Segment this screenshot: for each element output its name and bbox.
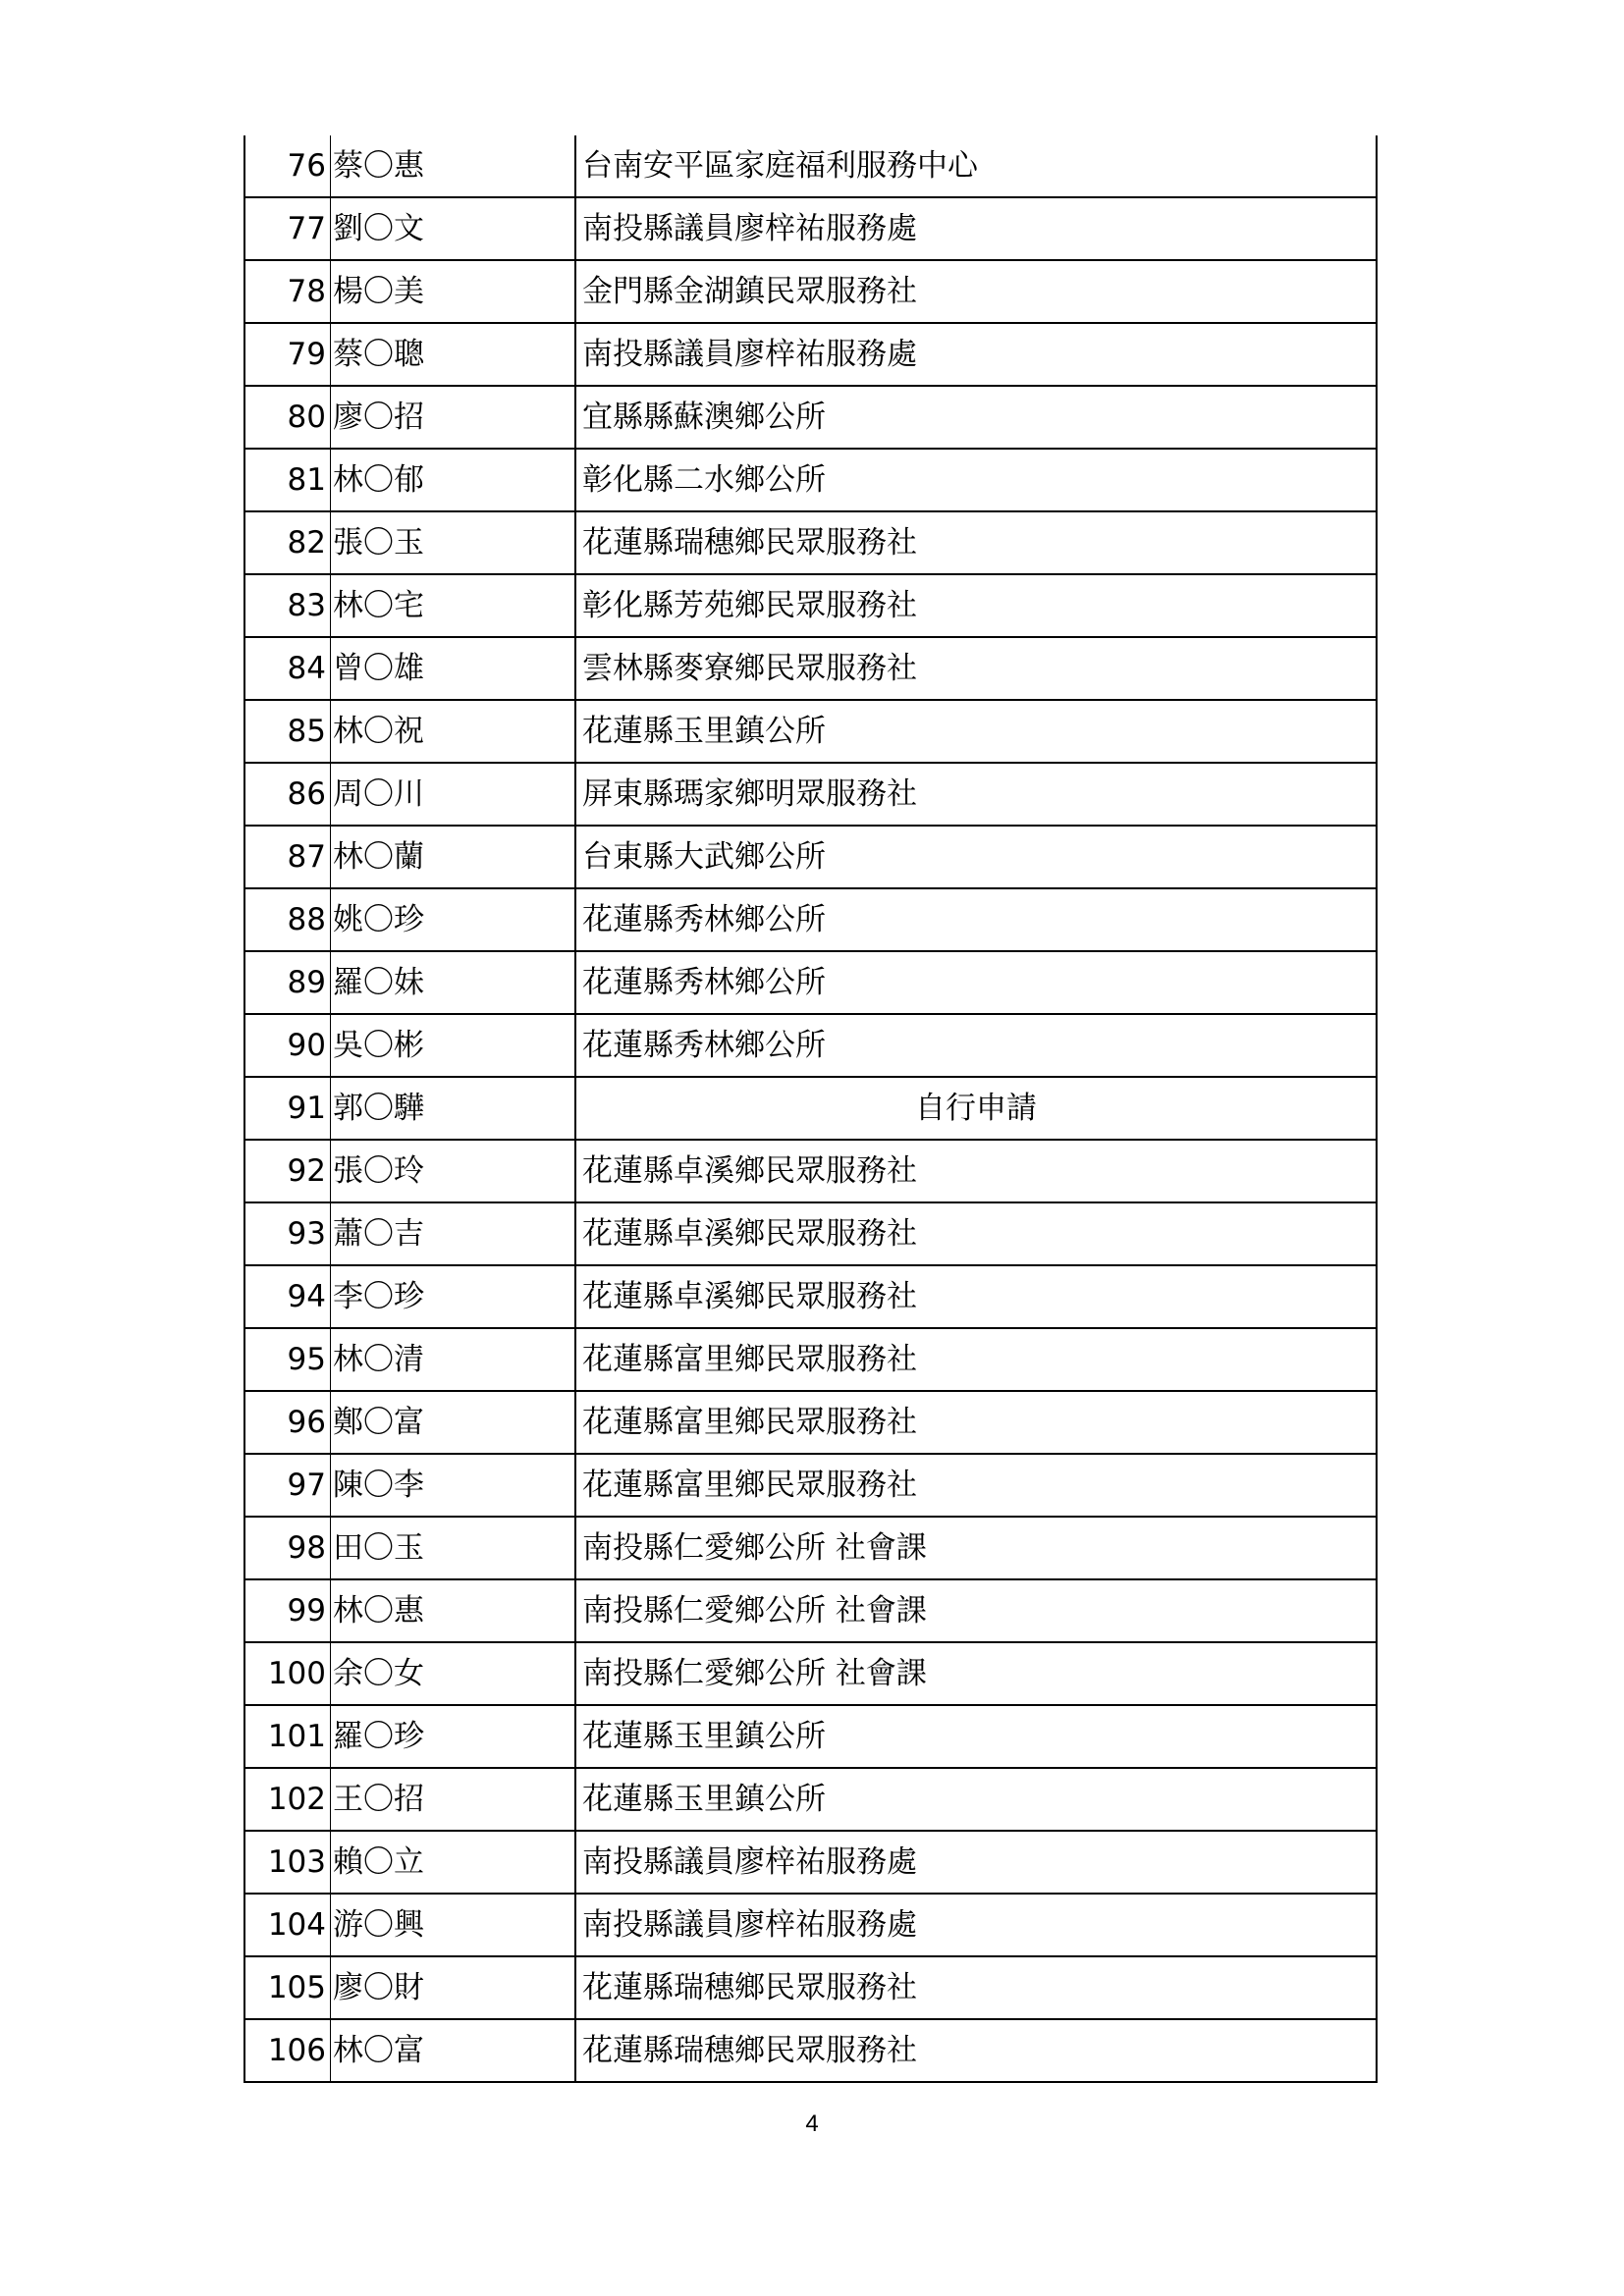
row-number: 99 bbox=[244, 1579, 331, 1642]
referring-organization: 花蓮縣玉里鎮公所 bbox=[575, 700, 1377, 763]
row-number: 100 bbox=[244, 1642, 331, 1705]
referring-organization: 花蓮縣秀林鄉公所 bbox=[575, 1014, 1377, 1077]
referring-organization: 花蓮縣富里鄉民眾服務社 bbox=[575, 1454, 1377, 1517]
person-name: 陳〇李 bbox=[331, 1454, 576, 1517]
referring-organization: 彰化縣二水鄉公所 bbox=[575, 449, 1377, 511]
referring-organization: 花蓮縣玉里鎮公所 bbox=[575, 1705, 1377, 1768]
row-number: 104 bbox=[244, 1894, 331, 1956]
table-row bbox=[244, 1768, 1377, 1831]
referring-organization: 南投縣議員廖梓祐服務處 bbox=[575, 197, 1377, 260]
person-name: 游〇興 bbox=[331, 1894, 576, 1956]
person-name: 林〇蘭 bbox=[331, 826, 576, 888]
table-row bbox=[244, 888, 1377, 951]
person-name: 羅〇妹 bbox=[331, 951, 576, 1014]
person-name: 余〇女 bbox=[331, 1642, 576, 1705]
row-number: 81 bbox=[244, 449, 331, 511]
referring-organization: 台南安平區家庭福利服務中心 bbox=[575, 135, 1377, 197]
referring-organization: 南投縣仁愛鄉公所 社會課 bbox=[575, 1642, 1377, 1705]
table-row bbox=[244, 2019, 1377, 2082]
row-number: 96 bbox=[244, 1391, 331, 1454]
table-row bbox=[244, 1077, 1377, 1140]
referring-organization: 宜縣縣蘇澳鄉公所 bbox=[575, 386, 1377, 449]
referring-organization: 南投縣仁愛鄉公所 社會課 bbox=[575, 1517, 1377, 1579]
row-number: 76 bbox=[244, 135, 331, 197]
person-name: 林〇清 bbox=[331, 1328, 576, 1391]
referring-organization: 花蓮縣玉里鎮公所 bbox=[575, 1768, 1377, 1831]
referring-organization: 屏東縣瑪家鄉明眾服務社 bbox=[575, 763, 1377, 826]
row-number: 87 bbox=[244, 826, 331, 888]
row-number: 92 bbox=[244, 1140, 331, 1202]
person-name: 廖〇財 bbox=[331, 1956, 576, 2019]
table-row bbox=[244, 1642, 1377, 1705]
table-row bbox=[244, 1705, 1377, 1768]
row-number: 90 bbox=[244, 1014, 331, 1077]
row-number: 106 bbox=[244, 2019, 331, 2082]
table-row bbox=[244, 826, 1377, 888]
referring-organization: 自行申請 bbox=[575, 1077, 1377, 1140]
table-row bbox=[244, 1265, 1377, 1328]
table-row bbox=[244, 197, 1377, 260]
person-name: 蕭〇吉 bbox=[331, 1202, 576, 1265]
row-number: 83 bbox=[244, 574, 331, 637]
table-row bbox=[244, 386, 1377, 449]
referring-organization: 南投縣仁愛鄉公所 社會課 bbox=[575, 1579, 1377, 1642]
table-row bbox=[244, 449, 1377, 511]
referring-organization: 雲林縣麥寮鄉民眾服務社 bbox=[575, 637, 1377, 700]
table-row bbox=[244, 574, 1377, 637]
table-row bbox=[244, 700, 1377, 763]
referring-organization: 花蓮縣瑞穗鄉民眾服務社 bbox=[575, 511, 1377, 574]
row-number: 79 bbox=[244, 323, 331, 386]
person-name: 林〇郁 bbox=[331, 449, 576, 511]
referring-organization: 南投縣議員廖梓祐服務處 bbox=[575, 1894, 1377, 1956]
person-name: 林〇宅 bbox=[331, 574, 576, 637]
row-number: 93 bbox=[244, 1202, 331, 1265]
person-name: 張〇玲 bbox=[331, 1140, 576, 1202]
referring-organization: 金門縣金湖鎮民眾服務社 bbox=[575, 260, 1377, 323]
row-number: 84 bbox=[244, 637, 331, 700]
referring-organization: 花蓮縣秀林鄉公所 bbox=[575, 951, 1377, 1014]
referring-organization: 花蓮縣秀林鄉公所 bbox=[575, 888, 1377, 951]
table-row bbox=[244, 1202, 1377, 1265]
table-row bbox=[244, 511, 1377, 574]
referring-organization: 花蓮縣卓溪鄉民眾服務社 bbox=[575, 1202, 1377, 1265]
person-name: 蔡〇惠 bbox=[331, 135, 576, 197]
person-name: 周〇川 bbox=[331, 763, 576, 826]
table-row bbox=[244, 1328, 1377, 1391]
row-number: 89 bbox=[244, 951, 331, 1014]
table-row bbox=[244, 1831, 1377, 1894]
referring-organization: 花蓮縣卓溪鄉民眾服務社 bbox=[575, 1140, 1377, 1202]
table-row bbox=[244, 1391, 1377, 1454]
table-row bbox=[244, 135, 1377, 197]
referring-organization: 花蓮縣瑞穗鄉民眾服務社 bbox=[575, 1956, 1377, 2019]
row-number: 82 bbox=[244, 511, 331, 574]
person-name: 林〇富 bbox=[331, 2019, 576, 2082]
roster-table bbox=[244, 135, 1378, 2083]
table-row bbox=[244, 1140, 1377, 1202]
row-number: 86 bbox=[244, 763, 331, 826]
row-number: 78 bbox=[244, 260, 331, 323]
person-name: 林〇祝 bbox=[331, 700, 576, 763]
row-number: 101 bbox=[244, 1705, 331, 1768]
table-row bbox=[244, 323, 1377, 386]
referring-organization: 花蓮縣瑞穗鄉民眾服務社 bbox=[575, 2019, 1377, 2082]
person-name: 劉〇文 bbox=[331, 197, 576, 260]
row-number: 97 bbox=[244, 1454, 331, 1517]
table-row bbox=[244, 1894, 1377, 1956]
table-row bbox=[244, 1517, 1377, 1579]
person-name: 楊〇美 bbox=[331, 260, 576, 323]
table-row bbox=[244, 260, 1377, 323]
row-number: 85 bbox=[244, 700, 331, 763]
person-name: 郭〇驊 bbox=[331, 1077, 576, 1140]
referring-organization: 花蓮縣富里鄉民眾服務社 bbox=[575, 1391, 1377, 1454]
table-row bbox=[244, 1454, 1377, 1517]
row-number: 91 bbox=[244, 1077, 331, 1140]
referring-organization: 南投縣議員廖梓祐服務處 bbox=[575, 1831, 1377, 1894]
person-name: 羅〇珍 bbox=[331, 1705, 576, 1768]
referring-organization: 台東縣大武鄉公所 bbox=[575, 826, 1377, 888]
person-name: 鄭〇富 bbox=[331, 1391, 576, 1454]
row-number: 88 bbox=[244, 888, 331, 951]
person-name: 賴〇立 bbox=[331, 1831, 576, 1894]
table-row bbox=[244, 951, 1377, 1014]
person-name: 張〇玉 bbox=[331, 511, 576, 574]
page-number: 4 bbox=[805, 2110, 819, 2137]
person-name: 姚〇珍 bbox=[331, 888, 576, 951]
person-name: 蔡〇聰 bbox=[331, 323, 576, 386]
roster-table-body bbox=[244, 135, 1377, 2082]
person-name: 林〇惠 bbox=[331, 1579, 576, 1642]
referring-organization: 南投縣議員廖梓祐服務處 bbox=[575, 323, 1377, 386]
person-name: 王〇招 bbox=[331, 1768, 576, 1831]
table-row bbox=[244, 1579, 1377, 1642]
person-name: 曾〇雄 bbox=[331, 637, 576, 700]
table-row bbox=[244, 637, 1377, 700]
table-row bbox=[244, 763, 1377, 826]
row-number: 105 bbox=[244, 1956, 331, 2019]
table-row bbox=[244, 1956, 1377, 2019]
table-row bbox=[244, 1014, 1377, 1077]
row-number: 95 bbox=[244, 1328, 331, 1391]
row-number: 94 bbox=[244, 1265, 331, 1328]
person-name: 田〇玉 bbox=[331, 1517, 576, 1579]
referring-organization: 彰化縣芳苑鄉民眾服務社 bbox=[575, 574, 1377, 637]
referring-organization: 花蓮縣富里鄉民眾服務社 bbox=[575, 1328, 1377, 1391]
row-number: 102 bbox=[244, 1768, 331, 1831]
row-number: 103 bbox=[244, 1831, 331, 1894]
row-number: 98 bbox=[244, 1517, 331, 1579]
referring-organization: 花蓮縣卓溪鄉民眾服務社 bbox=[575, 1265, 1377, 1328]
person-name: 廖〇招 bbox=[331, 386, 576, 449]
person-name: 吳〇彬 bbox=[331, 1014, 576, 1077]
row-number: 77 bbox=[244, 197, 331, 260]
person-name: 李〇珍 bbox=[331, 1265, 576, 1328]
row-number: 80 bbox=[244, 386, 331, 449]
